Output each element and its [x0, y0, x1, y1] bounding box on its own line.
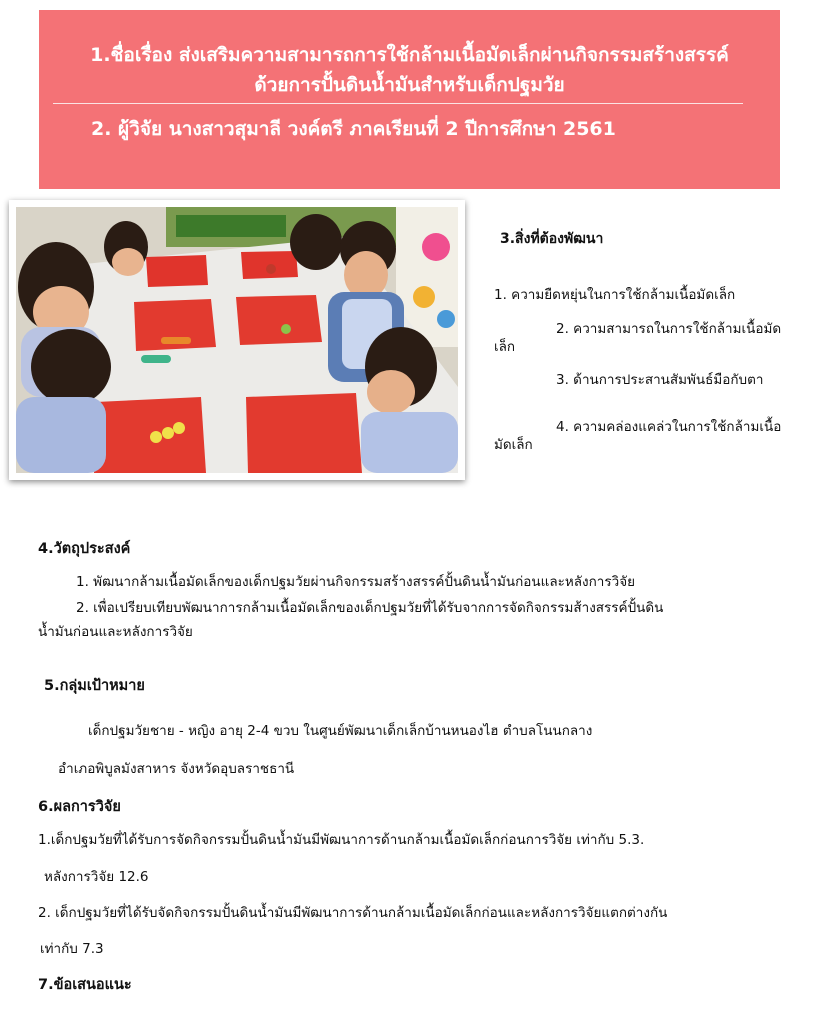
development-item: 4. ความคล่องแคล่วในการใช้กล้ามเนื้อมัดเล็ก [494, 419, 782, 453]
results-line-2: หลังการวิจัย 12.6 [44, 869, 149, 885]
title-line-2: ด้วยการปั้นดินน้ำมันสำหรับเด็กปฐมวัย [254, 74, 565, 96]
classroom-photo [9, 200, 465, 480]
suggestions-heading: 7.ข้อเสนอแนะ [38, 977, 132, 993]
children-playdough-photo [16, 207, 458, 473]
objective-item: 2. เพื่อเปรียบเทียบพัฒนาการกล้ามเนื้อมัดเล็กของเด็กปฐมวัยที่ได้รับจากการจัดกิจกรรมส้างสรรค์ปั้นดิน [76, 600, 664, 616]
development-item: 3. ด้านการประสานสัมพันธ์มือกับตา [556, 372, 764, 388]
development-heading: 3.สิ่งที่ต้องพัฒนา [500, 231, 604, 247]
development-section [494, 228, 794, 453]
results-line-1: 1.เด็กปฐมวัยที่ได้รับการจัดกิจกรรมปั้นดินน้ำมันมีพัฒนาการด้านกล้ามเนื้อมัดเล็กก่อนการวิจัย เท่ากับ 5.3. [38, 832, 645, 848]
researcher-line: 2. ผู้วิจัย นางสาวสุมาลี วงค์ตรี ภาคเรียนที่ 2 ปีการศึกษา 2561 [91, 118, 616, 140]
objective-item: น้ำมันก่อนและหลังการวิจัย [38, 624, 193, 640]
title-divider [53, 103, 743, 104]
objective-item: 1. พัฒนากล้ามเนื้อมัดเล็กของเด็กปฐมวัยผ่านกิจกรรมสร้างสรรค์ปั้นดินน้ำมันก่อนและหลังการวิจัย [76, 574, 636, 590]
development-item: 2. ความสามารถในการใช้กล้ามเนื้อมัดเล็ก [494, 321, 782, 355]
target-line-2: อำเภอพิบูลมังสาหาร จังหวัดอุบลราชธานี [58, 761, 295, 777]
title-text [39, 40, 780, 100]
objectives-heading: 4.วัตถุประสงค์ [38, 541, 131, 557]
development-item: 1. ความยืดหยุ่นในการใช้กล้ามเนื้อมัดเล็ก [494, 287, 736, 303]
title-line-1: 1.ชื่อเรื่อง ส่งเสริมความสามารถการใช้กล้ามเนื้อมัดเล็กผ่านกิจกรรมสร้างสรรค์ [90, 44, 729, 66]
results-line-3: 2. เด็กปฐมวัยที่ได้รับจัดกิจกรรมปั้นดินน้ำมันมีพัฒนาการด้านกล้ามเนื้อมัดเล็กก่อนและหลังการวิจัยแตกต่างกัน [38, 905, 668, 921]
title-banner [39, 10, 780, 189]
target-line-1: เด็กปฐมวัยชาย - หญิง อายุ 2-4 ขวบ ในศูนย์พัฒนาเด็กเล็กบ้านหนองไฮ ตำบลโนนกลาง [88, 723, 593, 739]
results-heading: 6.ผลการวิจัย [38, 799, 121, 815]
target-heading: 5.กลุ่มเป้าหมาย [44, 678, 145, 694]
results-line-4: เท่ากับ 7.3 [40, 941, 104, 957]
